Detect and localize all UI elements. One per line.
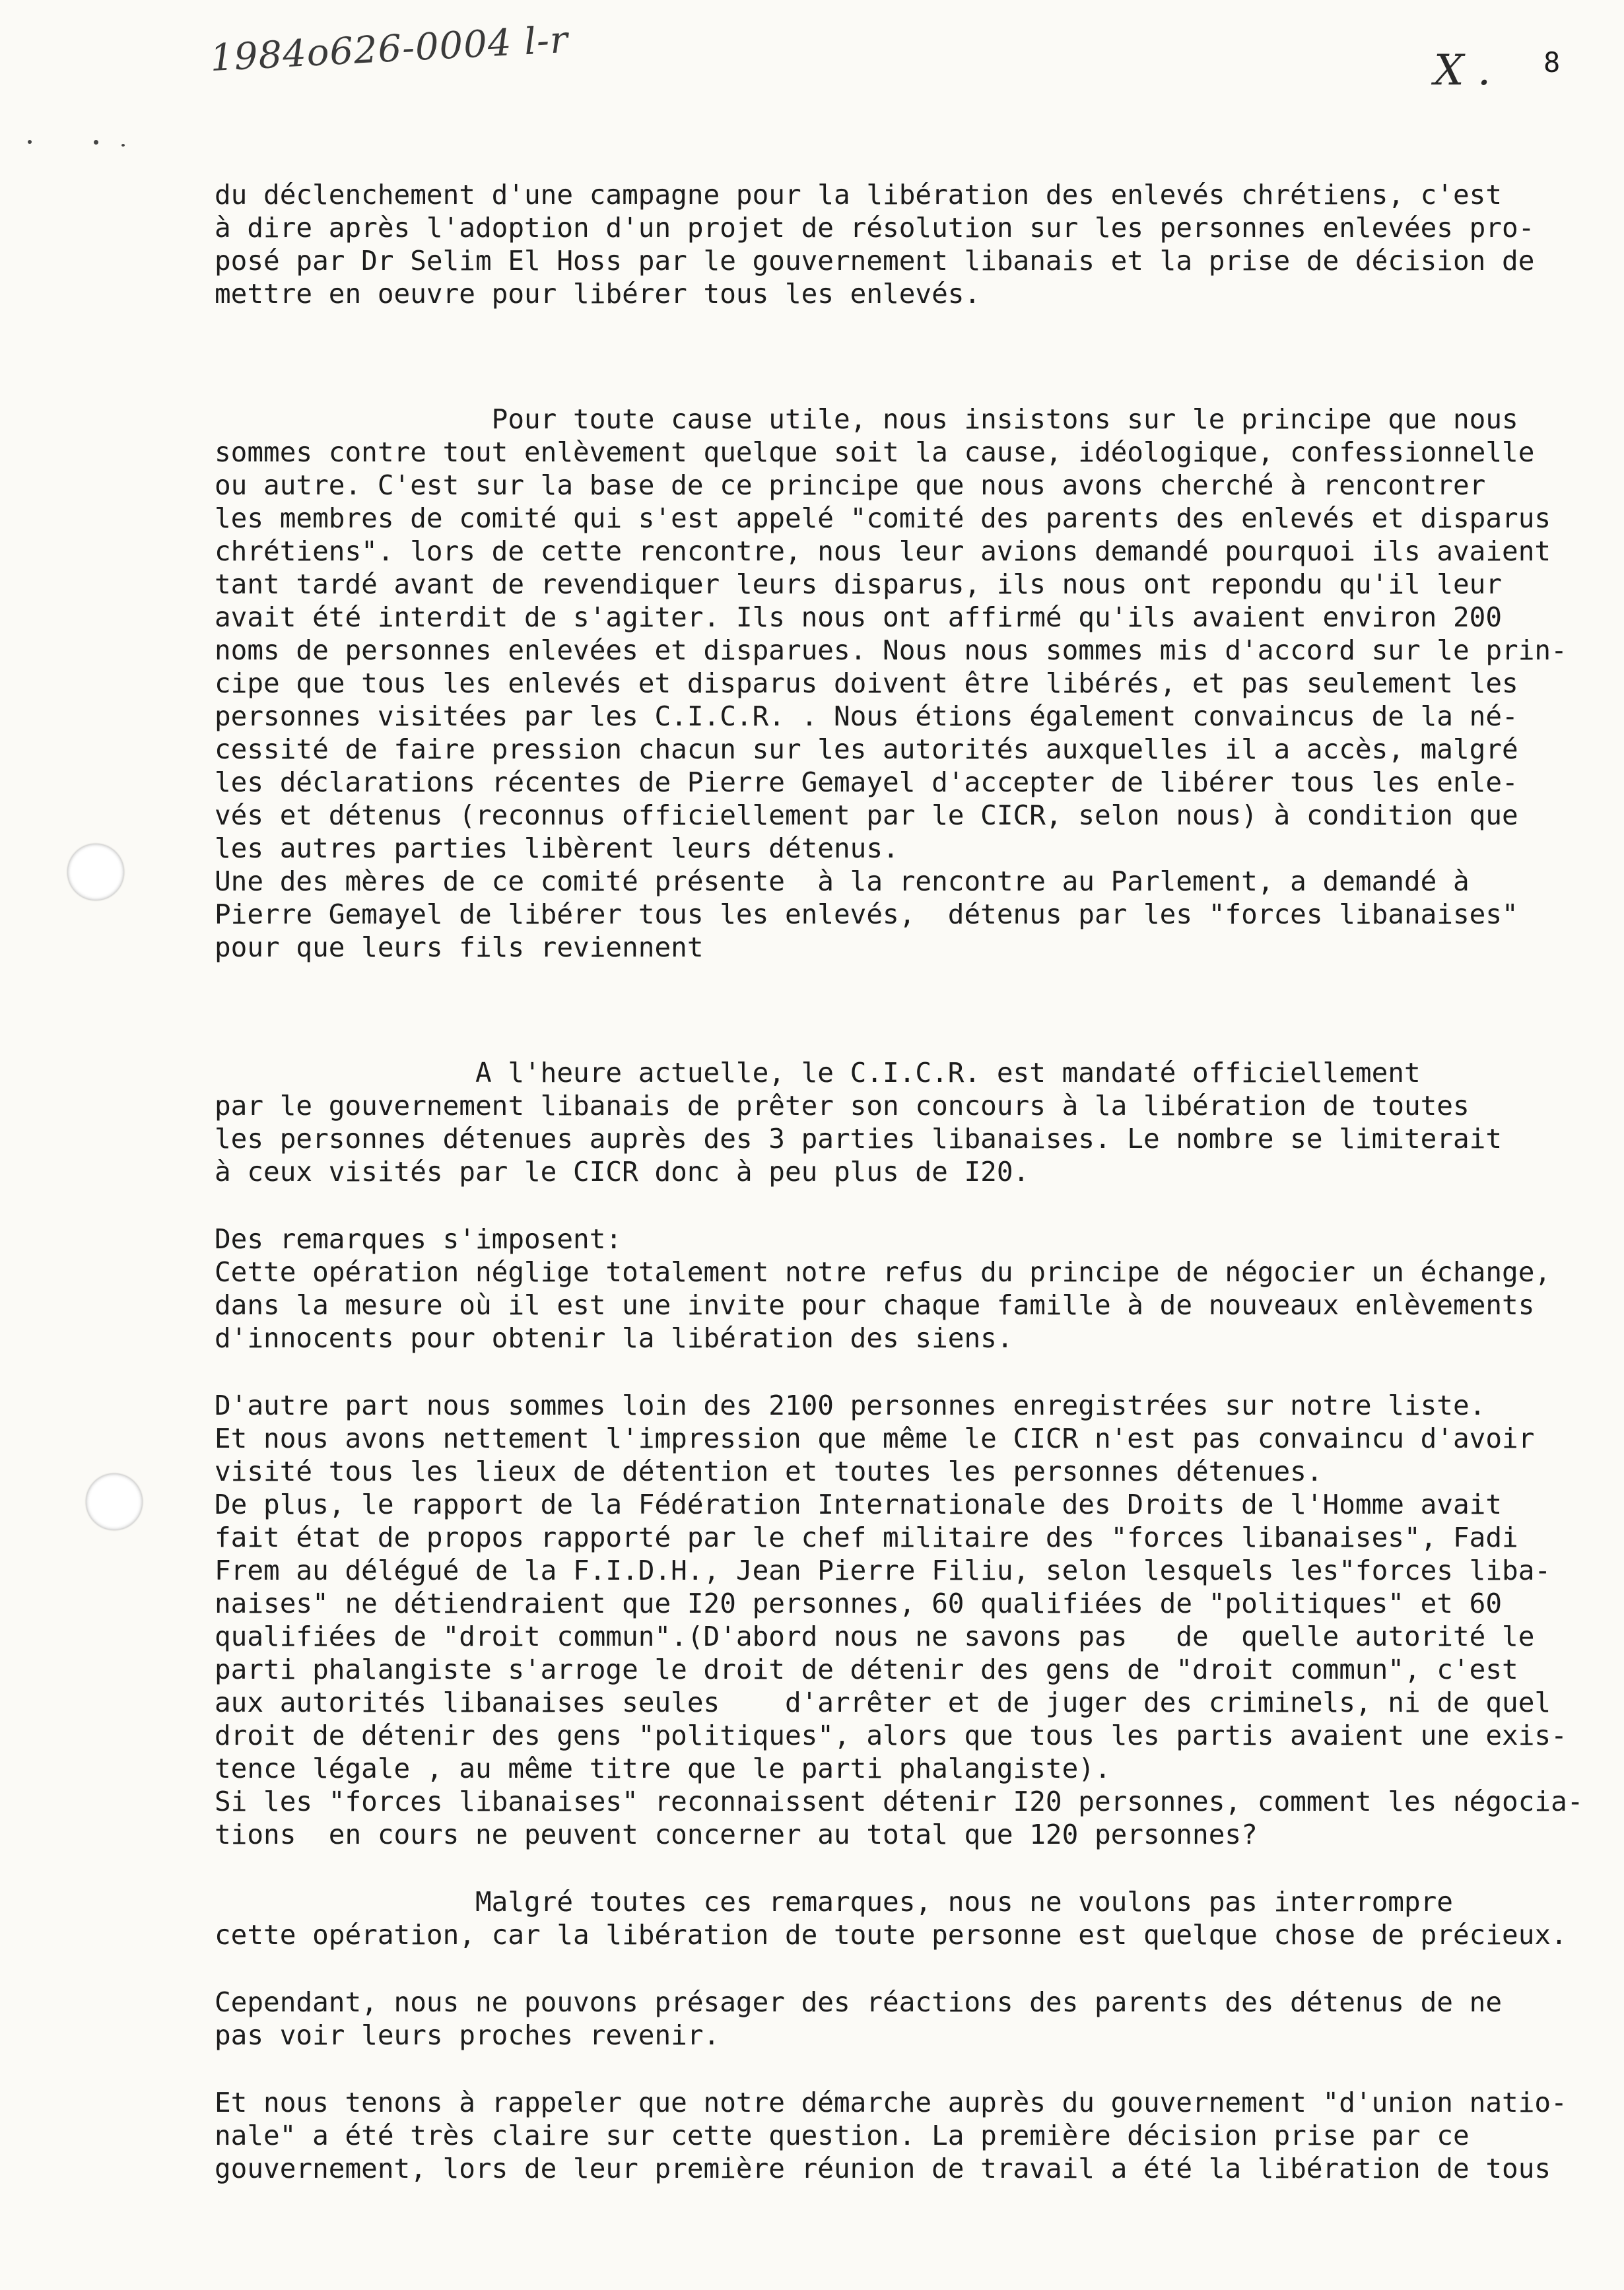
text-line: cette opération, car la libération de toute personne est quelque chose de précieux. [215,1919,1567,1951]
text-line: Pour toute cause utile, nous insistons sur le principe que nous [215,403,1518,435]
document-text [215,178,1594,2185]
text-line: Et nous avons nettement l'impression que même le CICR n'est pas convaincu d'avoir [215,1423,1535,1454]
paragraph-5 [215,1256,1594,1355]
text-line: nale" a été très claire sur cette question. La première décision prise par ce [215,2120,1470,2151]
text-line: avait été interdit de s'agiter. Ils nous ont affirmé qu'ils avaient environ 200 [215,601,1503,633]
text-line: dans la mesure où il est une invite pour chaque famille à de nouveaux enlèvements [215,1289,1535,1321]
text-line: posé par Dr Selim El Hoss par le gouvernement libanais et la prise de décision de [215,245,1535,277]
text-line: Des remarques s'imposent: [215,1223,623,1255]
text-line: Frem au délégué de la F.I.D.H., Jean Pierre Filiu, selon lesquels les"forces liba- [215,1555,1551,1586]
scan-speck [121,144,125,147]
text-line: tant tardé avant de revendiquer leurs disparus, ils nous ont repondu qu'il leur [215,568,1503,600]
text-line: du déclenchement d'une campagne pour la libération des enlevés chrétiens, c'est [215,179,1503,211]
text-line: Si les "forces libanaises" reconnaissent détenir I20 personnes, comment les négocia- [215,1786,1584,1817]
text-line: qualifiées de "droit commun".(D'abord nous ne savons pas de quelle autorité le [215,1621,1535,1652]
text-line: De plus, le rapport de la Fédération Internationale des Droits de l'Homme avait [215,1489,1503,1520]
text-line: Malgré toutes ces remarques, nous ne voulons pas interrompre [215,1886,1453,1918]
text-line: D'autre part nous sommes loin des 2100 personnes enregistrées sur notre liste. [215,1390,1486,1421]
text-line: Cette opération néglige totalement notre refus du principe de négocier un échange, [215,1256,1551,1288]
punch-hole [86,1473,143,1530]
paragraph-3 [215,1056,1594,1188]
page-number: 8 [1543,46,1561,79]
text-line: A l'heure actuelle, le C.I.C.R. est mandaté officiellement [215,1057,1421,1089]
text-line: pour que leurs fils reviennent [215,931,704,963]
text-line: cessité de faire pression chacun sur les autorités auxquelles il a accès, malgré [215,733,1518,765]
text-line: personnes visitées par les C.I.C.R. . Nous étions également convaincus de la né- [215,700,1518,732]
text-line: d'innocents pour obtenir la libération des siens. [215,1322,1013,1354]
paragraph-8 [215,1986,1594,2052]
paragraph-2 [215,403,1594,964]
text-line: à dire après l'adoption d'un projet de résolution sur les personnes enlevées pro- [215,212,1535,244]
handwritten-mark: X . [1434,46,1491,95]
text-line: gouvernement, lors de leur première réunion de travail a été la libération de tous [215,2153,1551,2184]
text-line: fait état de propos rapporté par le chef militaire des "forces libanaises", Fadi [215,1522,1518,1553]
text-line: mettre en oeuvre pour libérer tous les enlevés. [215,278,981,310]
punch-hole [67,844,124,900]
text-line: visité tous les lieux de détention et toutes les personnes détenues. [215,1456,1323,1487]
text-line: droit de détenir des gens "politiques", alors que tous les partis avaient une exis- [215,1720,1567,1751]
text-line: Pierre Gemayel de libérer tous les enlevés, détenus par les "forces libanaises" [215,898,1518,930]
text-line: cipe que tous les enlevés et disparus doivent être libérés, et pas seulement les [215,667,1518,699]
text-line: à ceux visités par le CICR donc à peu plus de I20. [215,1156,1030,1188]
text-line: par le gouvernement libanais de prêter son concours à la libération de toutes [215,1090,1470,1122]
paragraph-7 [215,1885,1594,1951]
text-line: Et nous tenons à rappeler que notre démarche auprès du gouvernement "d'union natio- [215,2087,1567,2118]
text-line: tence légale , au même titre que le parti phalangiste). [215,1753,1111,1784]
text-line: sommes contre tout enlèvement quelque soit la cause, idéologique, confessionnelle [215,436,1535,468]
scan-speck [94,140,98,145]
text-line: Cependant, nous ne pouvons présager des réactions des parents des détenus de ne [215,1986,1503,2018]
text-line: Une des mères de ce comité présente à la rencontre au Parlement, a demandé à [215,865,1470,897]
text-line: chrétiens". lors de cette rencontre, nous leur avions demandé pourquoi ils avaient [215,535,1551,567]
text-line: ou autre. C'est sur la base de ce principe que nous avons cherché à rencontrer [215,469,1486,501]
handwritten-reference: 1984o626-0004 l-r [209,18,570,81]
text-line: parti phalangiste s'arroge le droit de détenir des gens de "droit commun", c'est [215,1654,1518,1685]
text-line: les membres de comité qui s'est appelé "comité des parents des enlevés et disparus [215,502,1551,534]
text-line: pas voir leurs proches revenir. [215,2019,720,2051]
paragraph-9 [215,2086,1594,2185]
text-line: aux autorités libanaises seules d'arrêter et de juger des criminels, ni de quel [215,1687,1551,1718]
text-line: les personnes détenues auprès des 3 parties libanaises. Le nombre se limiterait [215,1123,1503,1155]
text-line: vés et détenus (reconnus officiellement par le CICR, selon nous) à condition que [215,799,1518,831]
text-line: noms de personnes enlevées et disparues. Nous nous sommes mis d'accord sur le prin- [215,634,1567,666]
paragraph-1 [215,178,1594,310]
paragraph-4 [215,1223,1594,1256]
paragraph-6 [215,1389,1594,1851]
text-line: les autres parties libèrent leurs détenus. [215,832,899,864]
text-line: tions en cours ne peuvent concerner au total que 120 personnes? [215,1819,1258,1850]
scan-speck [28,140,32,144]
text-line: naises" ne détiendraient que I20 personnes, 60 qualifiées de "politiques" et 60 [215,1588,1503,1619]
text-line: les déclarations récentes de Pierre Gemayel d'accepter de libérer tous les enle- [215,766,1518,798]
